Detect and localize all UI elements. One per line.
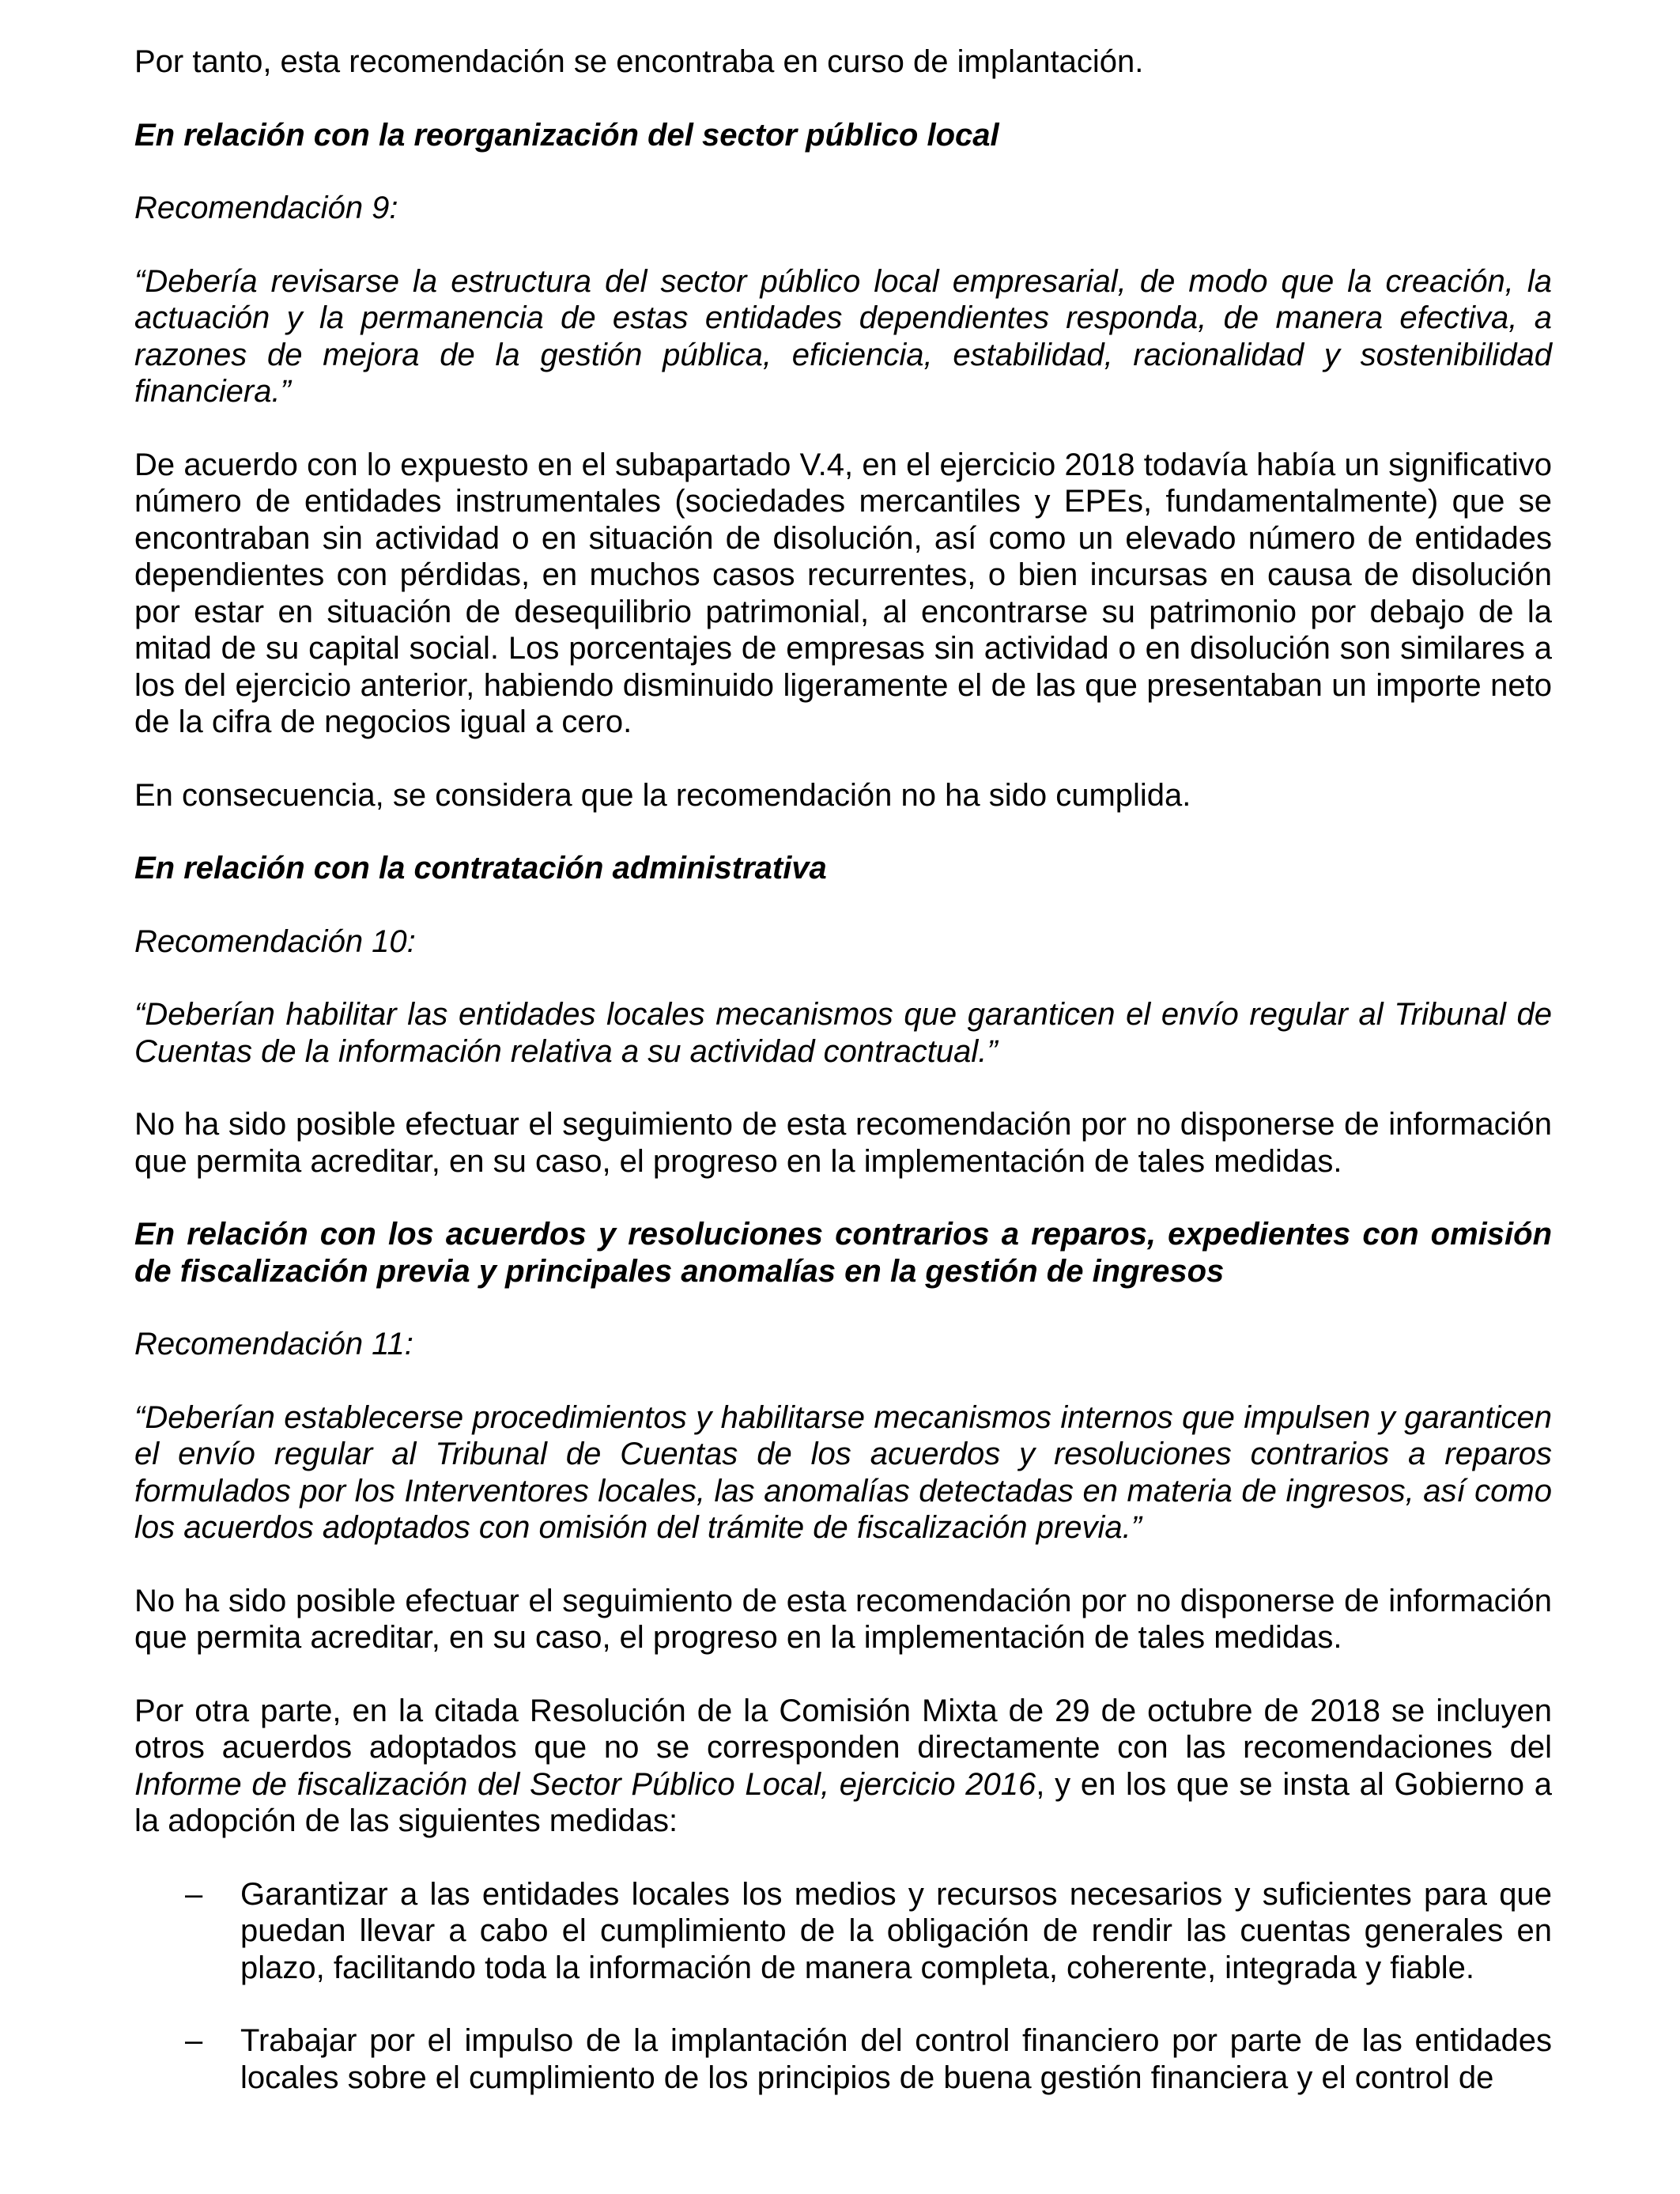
paragraph-not-fulfilled: En consecuencia, se considera que la recomendación no ha sido cumplida. [134,777,1191,813]
paragraph-comision-mixta-text-2: , y en los que se insta al Gobierno a la adopción de las siguientes medidas: [134,1766,1553,1838]
list-item-text: Garantizar a las entidades locales los medios y recursos necesarios y suficientes para que puedan llevar a cabo el cumplimiento de la obligación de rendir las cuentas generales en plazo, facilitando toda la información de manera completa, coherente, integrada y fiable. [240,1876,1552,1985]
recommendation-9-label: Recomendación 9: [134,191,398,225]
recommendation-10-label: Recomendación 10: [134,923,416,959]
report-title-reference: Informe de fiscalización del Sector Público Local, ejercicio 2016 [134,1766,1036,1802]
list-item [134,1876,1552,1987]
paragraph-comision-mixta-text-1: Por otra parte, en la citada Resolución de la Comisión Mixta de 29 de octubre de 2018 se incluyen otros acuerdos adoptados que no se corresponden directamente con las recomendaciones del [134,1693,1552,1765]
paragraph-followup-not-possible-10: No ha sido posible efectuar el seguimiento de esta recomendación por no disponerse de información que permita acreditar, en su caso, el progreso en la implementación de tales medidas. [134,1107,1552,1179]
document-page [134,43,1552,2132]
paragraph-subapartado-v4: De acuerdo con lo expuesto en el subapartado V.4, en el ejercicio 2018 todavía había un significativo número de entidades instrumentales (sociedades mercantiles y EPEs, fundamentalmente) que se encontraban sin actividad o en situación de disolución, así como un elevado número de entidades dependientes con pérdidas, en muchos casos recurrentes, o bien incursas en causa de disolución por estar en situación de desequilibrio patrimonial, al encontrarse su patrimonio por debajo de la mitad de su capital social. Los porcentajes de empresas sin actividad o en disolución son similares a los del ejercicio anterior, habiendo disminuido ligeramente el de las que presentaban un importe neto de la cifra de negocios igual a cero. [134,447,1552,739]
dash-bullet-icon: – [185,1876,203,1912]
paragraph-comision-mixta [134,1693,1552,1840]
recommendation-9-quote: “Debería revisarse la estructura del sector público local empresarial, de modo que la creación, la actuación y la permanencia de estas entidades dependientes responda, de manera efectiva, a razones de mejora de la gestión pública, eficiencia, estabilidad, racionalidad y sostenibilidad financiera.” [134,263,1552,409]
dash-bullet-icon: – [185,2023,203,2058]
paragraph-implantation-status: Por tanto, esta recomendación se encontraba en curso de implantación. [134,44,1144,79]
section-heading-contracting: En relación con la contratación administrativa [134,851,827,886]
list-item-text: Trabajar por el impulso de la implantación del control financiero por parte de las entidades locales sobre el cumplimiento de los principios de buena gestión financiera y el control de [240,2023,1552,2095]
recommendation-10-quote: “Deberían habilitar las entidades locales mecanismos que garanticen el envío regular al Tribunal de Cuentas de la información relativa a su actividad contractual.” [134,997,1552,1069]
list-item [134,2022,1552,2096]
section-heading-reparos: En relación con los acuerdos y resoluciones contrarios a reparos, expedientes con omisión de fiscalización previa y principales anomalías en la gestión de ingresos [134,1217,1552,1289]
recommendation-11-label: Recomendación 11: [134,1327,413,1361]
section-heading-reorganization: En relación con la reorganización del sector público local [134,117,999,153]
recommendation-11-quote: “Deberían establecerse procedimientos y habilitarse mecanismos internos que impulsen y garanticen el envío regular al Tribunal de Cuentas de los acuerdos y resoluciones contrarios a reparos formulados por los Interventores locales, las anomalías detectadas en materia de ingresos, así como los acuerdos adoptados con omisión del trámite de fiscalización previa.” [134,1399,1552,1545]
paragraph-followup-not-possible-11: No ha sido posible efectuar el seguimiento de esta recomendación por no disponerse de información que permita acreditar, en su caso, el progreso en la implementación de tales medidas. [134,1583,1552,1655]
measures-list [134,1876,1552,2097]
